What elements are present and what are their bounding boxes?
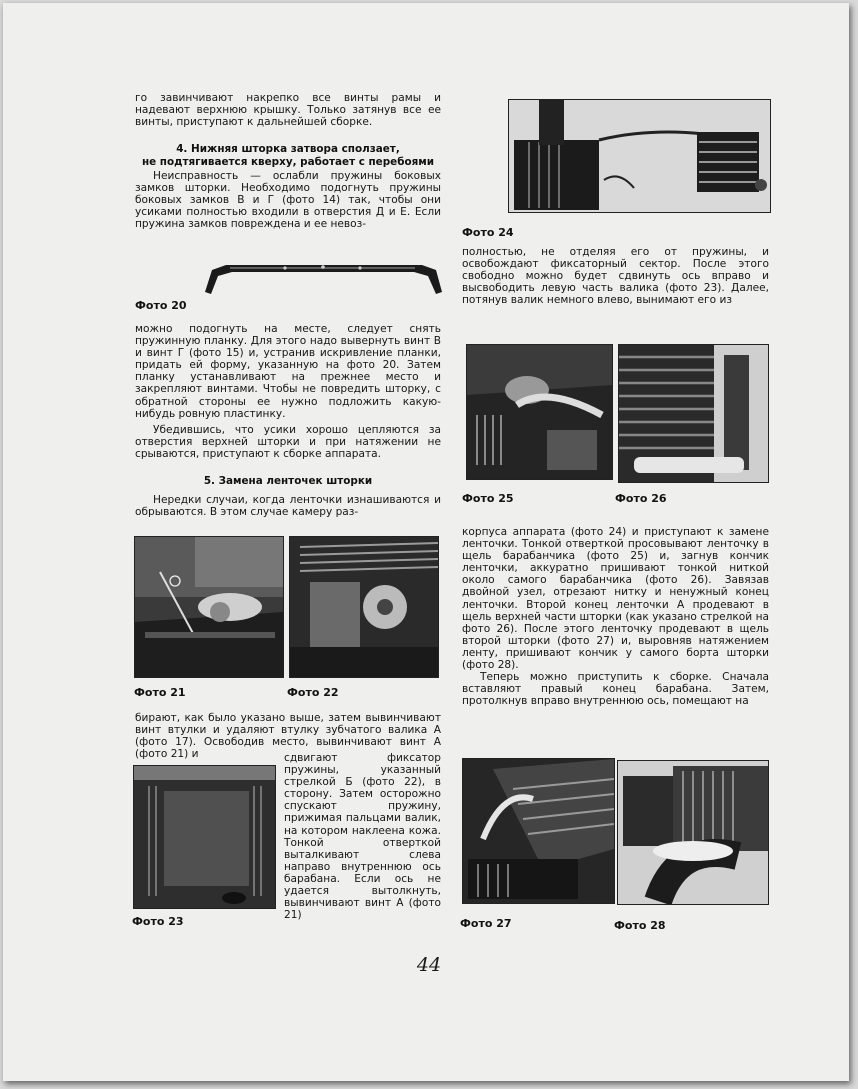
photo-20 <box>200 252 445 298</box>
s4-p2-text: можно подогнуть на месте, следует снять пружинную планку. Для этого надо вывернуть винт В и винт Г (фото 15) и, устранив искривление планки, придать ей форму, указанную на фото 20. Затем планку устанавливают на прежнее место и закрепляют винтами. Чтобы не повредить шторку, с обратной стороны ее нужно подложить какую-нибудь ровную пластинку. <box>135 323 441 420</box>
section-5-heading: 5. Замена ленточек шторки <box>203 475 373 487</box>
section-4-paragraph-2 <box>135 323 441 460</box>
caption-photo-20: Фото 20 <box>135 299 187 312</box>
photo-21 <box>134 536 284 678</box>
right-paragraph-2 <box>462 526 769 707</box>
intro-paragraph <box>135 92 441 128</box>
caption-photo-22: Фото 22 <box>287 686 339 699</box>
photo-27 <box>462 758 615 904</box>
caption-photo-28: Фото 28 <box>614 919 666 932</box>
caption-photo-26: Фото 26 <box>615 492 667 505</box>
page-number: 44 <box>416 954 442 976</box>
caption-photo-25: Фото 25 <box>462 492 514 505</box>
s4-p1-text: Неисправность — ослабли пружины боковых замков шторки. Необходимо подогнуть пружины боковых замков В и Г (фото 14) так, чтобы они усиками полностью входили в отверстия Д и Е. Если пружина замков повреждена и ее невоз- <box>135 170 441 231</box>
s5-p1-text: Нередки случаи, когда ленточки изнашиваются и обрываются. В этом случае камеру раз- <box>135 494 441 519</box>
caption-photo-27: Фото 27 <box>460 917 512 930</box>
r-p3-text: Теперь можно приступить к сборке. Сначала вставляют правый конец барабана. Затем, протолкнув вправо внутреннюю ось, помещают на <box>462 671 769 708</box>
caption-photo-23: Фото 23 <box>132 915 184 928</box>
photo-22 <box>289 536 439 678</box>
section-4-heading: 4. Нижняя шторка затвора сползает, не подтягивается кверху, работает с перебоями <box>141 143 435 168</box>
photo-28 <box>617 760 769 905</box>
photo-26 <box>618 344 769 483</box>
right-paragraph-1 <box>462 246 769 306</box>
section-5-paragraph-3 <box>284 752 441 921</box>
photo-25 <box>466 344 613 480</box>
s5-p2-text: бирают, как было указано выше, затем вывинчивают винт втулки и удаляют втулку зубчатого валика А (фото 17). Освободив место, вывинчивают винт А (фото 21) и <box>135 712 441 761</box>
caption-photo-24: Фото 24 <box>462 226 514 239</box>
intro-text: го завинчивают накрепко все винты рамы и надевают верхнюю крышку. Только затянув все ее винты, приступают к дальнейшей сборке. <box>135 92 441 129</box>
caption-photo-21: Фото 21 <box>134 686 186 699</box>
s4-p3-text: Убедившись, что усики хорошо цепляются за отверстия верхней шторки и при натяжении не срываются, приступают к сборке аппарата. <box>135 423 441 460</box>
s5-p3-text: сдвигают фиксатор пружины, указанный стрелкой Б (фото 22), в сторону. Затем осторожно спускают пружину, прижимая пальцами валик, на котором наклеена кожа. Тонкой отверткой выталкивают слева направо внутреннюю ось барабана. Если ось не удается вытолкнуть, вывинчивают винт А (фото 21) <box>284 752 441 922</box>
section-5-paragraph-1 <box>135 494 441 518</box>
photo-24 <box>508 99 771 213</box>
r-p1-text: полностью, не отделяя его от пружины, и освобождают фиксаторный сектор. После этого свободно можно будет сдвинуть ось вправо и высвободить левую часть валика (фото 23). Далее, потянув валик немного влево, вынимают его из <box>462 246 769 307</box>
photo-23 <box>133 765 276 909</box>
section-4-paragraph-1 <box>135 170 441 230</box>
r-p2-text: корпуса аппарата (фото 24) и приступают к замене ленточки. Тонкой отверткой просовывают ленточку в щель барабанчика (фото 25) и, загнув кончик ленточки, аккуратно пришивают тонкой ниткой около самого барабанчика (фото 26). Завязав двойной узел, отрезают нитку и ненужный конец ленточки. Второй конец ленточки А продевают в щель верхней части шторки (как указано стрелкой на фото 26). После этого ленточку продевают в щель второй шторки (фото 27) и, выровняв натяжением ленту, пришивают кончик у самого борта шторки (фото 28). <box>462 526 769 672</box>
